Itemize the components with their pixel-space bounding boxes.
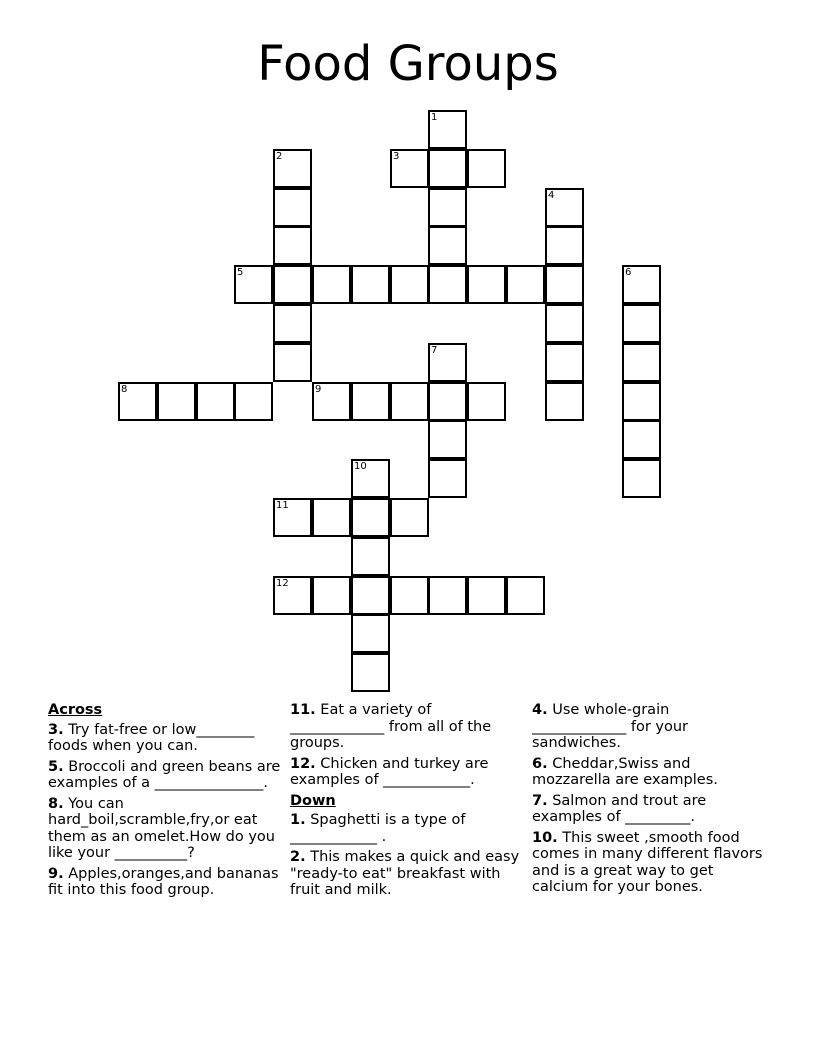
clue-down-2	[290, 849, 525, 899]
clue-number: 9.	[48, 865, 64, 882]
clue-text: Cheddar,Swiss and mozzarella are examples.	[532, 755, 718, 788]
grid-cell[interactable]	[312, 382, 351, 421]
clue-number: 4.	[532, 702, 548, 718]
grid-cell[interactable]	[312, 265, 351, 304]
grid-cell[interactable]	[390, 265, 429, 304]
clue-text: You can hard_boil,scramble,fry,or eat them as an omelet.How do you like your __________?	[48, 795, 275, 861]
grid-cell[interactable]	[351, 459, 390, 498]
clue-number: 12.	[290, 755, 316, 772]
grid-cell[interactable]	[428, 576, 467, 615]
cell-number: 8	[121, 384, 128, 395]
cell-number: 11	[276, 500, 289, 511]
clue-text: Broccoli and green beans are examples of a _______________.	[48, 758, 281, 791]
grid-cell[interactable]	[390, 498, 429, 537]
grid-cell[interactable]	[622, 265, 661, 304]
grid-cell[interactable]	[390, 149, 429, 188]
clue-column-3	[532, 700, 767, 900]
grid-cell[interactable]	[467, 576, 506, 615]
grid-cell[interactable]	[351, 653, 390, 692]
grid-cell[interactable]	[351, 265, 390, 304]
grid-cell[interactable]	[234, 265, 273, 304]
clue-column-2	[290, 700, 525, 903]
clue-number: 3.	[48, 721, 64, 738]
grid-cell[interactable]	[545, 343, 584, 382]
grid-cell[interactable]	[622, 420, 661, 459]
page-title: Food Groups	[257, 36, 559, 92]
grid-cell[interactable]	[157, 382, 196, 421]
grid-cell[interactable]	[428, 265, 467, 304]
cell-number: 1	[431, 112, 438, 123]
clue-across-3	[48, 722, 283, 755]
clue-number: 5.	[48, 758, 64, 775]
clue-across-9	[48, 866, 283, 899]
grid-cell[interactable]	[196, 382, 235, 421]
clue-text: Apples,oranges,and bananas fit into this food group.	[48, 865, 279, 898]
grid-cell[interactable]	[428, 110, 467, 149]
grid-cell[interactable]	[273, 343, 312, 382]
grid-cell[interactable]	[545, 265, 584, 304]
grid-cell[interactable]	[545, 226, 584, 265]
grid-cell[interactable]	[273, 498, 312, 537]
grid-cell[interactable]	[273, 265, 312, 304]
grid-cell[interactable]	[428, 149, 467, 188]
grid-cell[interactable]	[273, 149, 312, 188]
cell-number: 6	[625, 267, 632, 278]
clue-text: Salmon and trout are examples of _________.	[532, 792, 707, 825]
grid-cell[interactable]	[428, 343, 467, 382]
cell-number: 4	[548, 190, 555, 201]
grid-cell[interactable]	[428, 188, 467, 227]
grid-cell[interactable]	[273, 226, 312, 265]
clue-across-8	[48, 796, 283, 862]
cell-number: 12	[276, 578, 289, 589]
cell-number: 9	[315, 384, 322, 395]
grid-cell[interactable]	[390, 382, 429, 421]
clue-number: 8.	[48, 795, 64, 812]
grid-cell[interactable]	[351, 382, 390, 421]
down-heading: Down	[290, 792, 336, 809]
grid-cell[interactable]	[545, 304, 584, 343]
clue-down-4	[532, 702, 767, 752]
cell-number: 7	[431, 345, 438, 356]
clue-down-10	[532, 830, 767, 896]
grid-cell[interactable]	[428, 420, 467, 459]
grid-cell[interactable]	[467, 265, 506, 304]
cell-number: 2	[276, 151, 283, 162]
clue-number: 1.	[290, 812, 306, 828]
grid-cell[interactable]	[506, 265, 545, 304]
clue-text: Spaghetti is a type of ____________ .	[290, 812, 466, 845]
grid-cell[interactable]	[273, 188, 312, 227]
clue-number: 10.	[532, 829, 558, 846]
grid-cell[interactable]	[351, 576, 390, 615]
clue-number: 11.	[290, 702, 316, 718]
grid-cell[interactable]	[622, 382, 661, 421]
clue-text: Use whole-grain _____________ for your sandwiches.	[532, 702, 689, 751]
clue-across-5	[48, 759, 283, 792]
clue-text: Try fat-free or low________ foods when you can.	[48, 721, 255, 754]
clue-number: 6.	[532, 755, 548, 772]
grid-cell[interactable]	[545, 382, 584, 421]
grid-cell[interactable]	[428, 226, 467, 265]
clue-text: Eat a variety of _____________ from all of the groups.	[290, 702, 492, 751]
clue-number: 2.	[290, 849, 306, 865]
clue-down-1	[290, 812, 525, 845]
clue-text: This makes a quick and easy "ready-to eat" breakfast with fruit and milk.	[290, 849, 520, 898]
grid-cell[interactable]	[545, 188, 584, 227]
clue-text: This sweet ,smooth food comes in many different flavors and is a great way to get calcium for your bones.	[532, 829, 763, 895]
grid-cell[interactable]	[273, 304, 312, 343]
clue-down-7	[532, 793, 767, 826]
grid-cell[interactable]	[467, 149, 506, 188]
clue-down-6	[532, 756, 767, 789]
cell-number: 5	[237, 267, 244, 278]
grid-cell[interactable]	[118, 382, 157, 421]
clue-column-1	[48, 700, 283, 903]
grid-cell[interactable]	[622, 459, 661, 498]
clue-text: Chicken and turkey are examples of ____________.	[290, 755, 489, 788]
grid-cell[interactable]	[351, 614, 390, 653]
grid-cell[interactable]	[506, 576, 545, 615]
cell-number: 3	[393, 151, 400, 162]
grid-cell[interactable]	[351, 537, 390, 576]
grid-cell[interactable]	[467, 382, 506, 421]
across-heading: Across	[48, 702, 103, 718]
grid-cell[interactable]	[390, 576, 429, 615]
grid-cell[interactable]	[622, 343, 661, 382]
grid-cell[interactable]	[312, 498, 351, 537]
grid-cell[interactable]	[428, 382, 467, 421]
grid-cell[interactable]	[428, 459, 467, 498]
grid-cell[interactable]	[622, 304, 661, 343]
clue-across-11	[290, 702, 525, 752]
clue-number: 7.	[532, 792, 548, 809]
grid-cell[interactable]	[351, 498, 390, 537]
cell-number: 10	[354, 461, 367, 472]
grid-cell[interactable]	[234, 382, 273, 421]
grid-cell[interactable]	[273, 576, 312, 615]
clue-across-12	[290, 756, 525, 789]
grid-cell[interactable]	[312, 576, 351, 615]
